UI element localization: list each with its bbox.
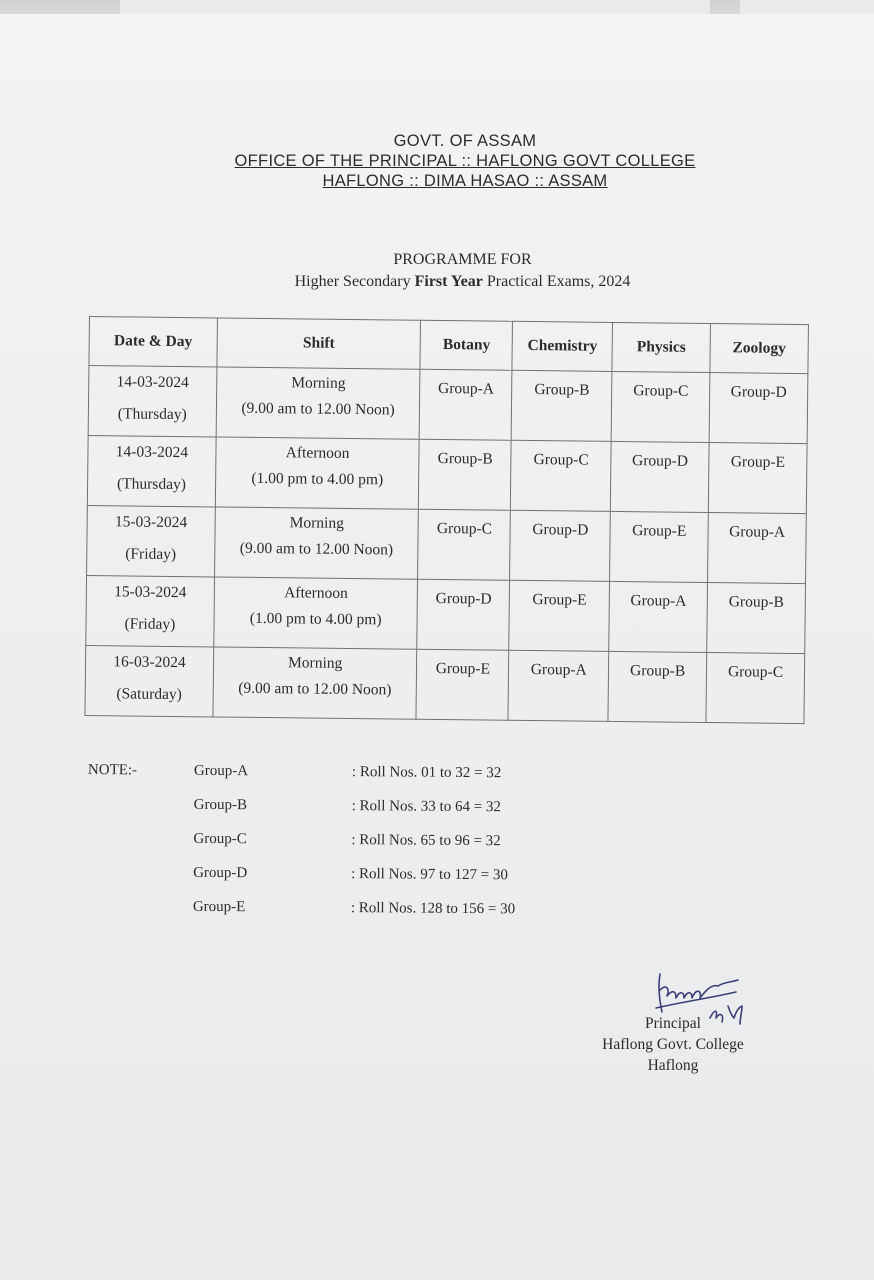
group-cell: Group-A (609, 581, 708, 652)
table-row (87, 505, 807, 583)
exam-date: 14-03-2024 (116, 373, 189, 392)
letterhead (0, 131, 874, 191)
shift-name: Afternoon (285, 444, 350, 462)
group-cell: Group-C (418, 509, 511, 580)
shift-name: Morning (289, 514, 345, 532)
programme-subtitle (0, 271, 874, 293)
note-roll-range: : Roll Nos. 33 to 64 = 32 (351, 798, 502, 816)
exam-date: 15-03-2024 (114, 583, 187, 602)
exam-day: (Friday) (124, 615, 176, 633)
group-cell: Group-B (419, 439, 512, 510)
group-cell: Group-D (611, 441, 710, 512)
programme-subtitle-end: Practical Exams, 2024 (482, 273, 631, 290)
letterhead-address: HAFLONG :: DIMA HASAO :: ASSAM (322, 172, 608, 190)
note-roll-range: : Roll Nos. 01 to 32 = 32 (351, 764, 502, 782)
shift-time: (9.00 am to 12.00 Noon) (241, 399, 395, 419)
note-roll-range: : Roll Nos. 65 to 96 = 32 (351, 832, 501, 850)
date-cell (87, 435, 216, 506)
note-group: Group-B (193, 796, 248, 814)
schedule-table-wrapper (84, 316, 808, 724)
shift-time: (9.00 am to 12.00 Noon) (239, 539, 394, 559)
table-header-row (89, 317, 809, 374)
shift-cell (214, 507, 418, 579)
exam-day: (Thursday) (117, 405, 187, 424)
group-cell: Group-A (508, 650, 609, 721)
column-header: Physics (612, 322, 710, 372)
table-row (87, 435, 807, 513)
note-group: Group-D (193, 864, 248, 882)
group-cell: Group-D (709, 373, 808, 444)
note-group: Group-A (193, 762, 249, 780)
group-cell: Group-A (708, 513, 807, 584)
group-cell: Group-E (416, 649, 509, 720)
programme-subtitle-emphasis: First Year (414, 273, 483, 290)
letterhead-office: OFFICE OF THE PRINCIPAL :: HAFLONG GOVT COLLEGE (234, 152, 696, 170)
shift-time: (1.00 pm to 4.00 pm) (251, 469, 384, 489)
group-cell: Group-B (511, 370, 612, 441)
letterhead-government: GOVT. OF ASSAM (393, 132, 537, 150)
group-cell: Group-C (611, 371, 710, 442)
table-row (88, 366, 808, 444)
column-header: Date & Day (89, 317, 217, 367)
column-header: Shift (217, 318, 421, 369)
group-cell: Group-C (706, 653, 805, 724)
exam-date: 15-03-2024 (114, 513, 188, 532)
programme-title: PROGRAMME FOR (393, 251, 532, 268)
group-cell: Group-E (610, 511, 709, 582)
column-header: Botany (420, 320, 512, 370)
note-group: Group-E (192, 898, 246, 916)
signatory-place: Haflong (647, 1057, 699, 1074)
exam-date: 16-03-2024 (113, 653, 186, 672)
note-roll-range: : Roll Nos. 97 to 127 = 30 (351, 866, 508, 884)
shift-cell (214, 577, 418, 649)
exam-day: (Friday) (125, 545, 177, 564)
shift-name: Morning (287, 654, 343, 672)
group-cell: Group-C (511, 440, 612, 511)
column-header: Chemistry (512, 321, 612, 371)
shift-name: Afternoon (284, 584, 348, 602)
shift-cell (215, 437, 419, 509)
column-header: Zoology (710, 324, 808, 374)
signatory-block (583, 1013, 763, 1076)
exam-day: (Thursday) (116, 475, 187, 494)
group-cell: Group-E (509, 580, 610, 651)
group-cell: Group-A (420, 369, 513, 440)
group-cell: Group-B (608, 651, 707, 722)
note-group: Group-C (193, 830, 247, 848)
group-cell: Group-D (417, 579, 510, 650)
table-row (85, 645, 805, 723)
shift-cell (216, 367, 420, 439)
exam-day: (Saturday) (116, 685, 182, 704)
group-cell: Group-D (510, 510, 611, 581)
date-cell (85, 645, 214, 716)
note-roll-range: : Roll Nos. 128 to 156 = 30 (350, 900, 516, 918)
date-cell (86, 575, 215, 646)
shift-name: Morning (291, 374, 346, 392)
programme-heading (0, 249, 874, 293)
schedule-table (84, 316, 808, 724)
table-row (86, 575, 806, 653)
programme-subtitle-start: Higher Secondary (294, 273, 415, 290)
date-cell (88, 366, 217, 437)
signatory-title: Principal (645, 1015, 701, 1032)
signatory-organization: Haflong Govt. College (602, 1036, 744, 1053)
shift-time: (9.00 am to 12.00 Noon) (238, 679, 392, 699)
shift-time: (1.00 pm to 4.00 pm) (249, 609, 382, 629)
date-cell (87, 505, 216, 576)
exam-date: 14-03-2024 (115, 443, 189, 462)
group-cell: Group-E (708, 443, 807, 514)
shift-cell (213, 647, 417, 719)
notes-label: NOTE:- (87, 762, 138, 779)
group-cell: Group-B (707, 583, 806, 654)
